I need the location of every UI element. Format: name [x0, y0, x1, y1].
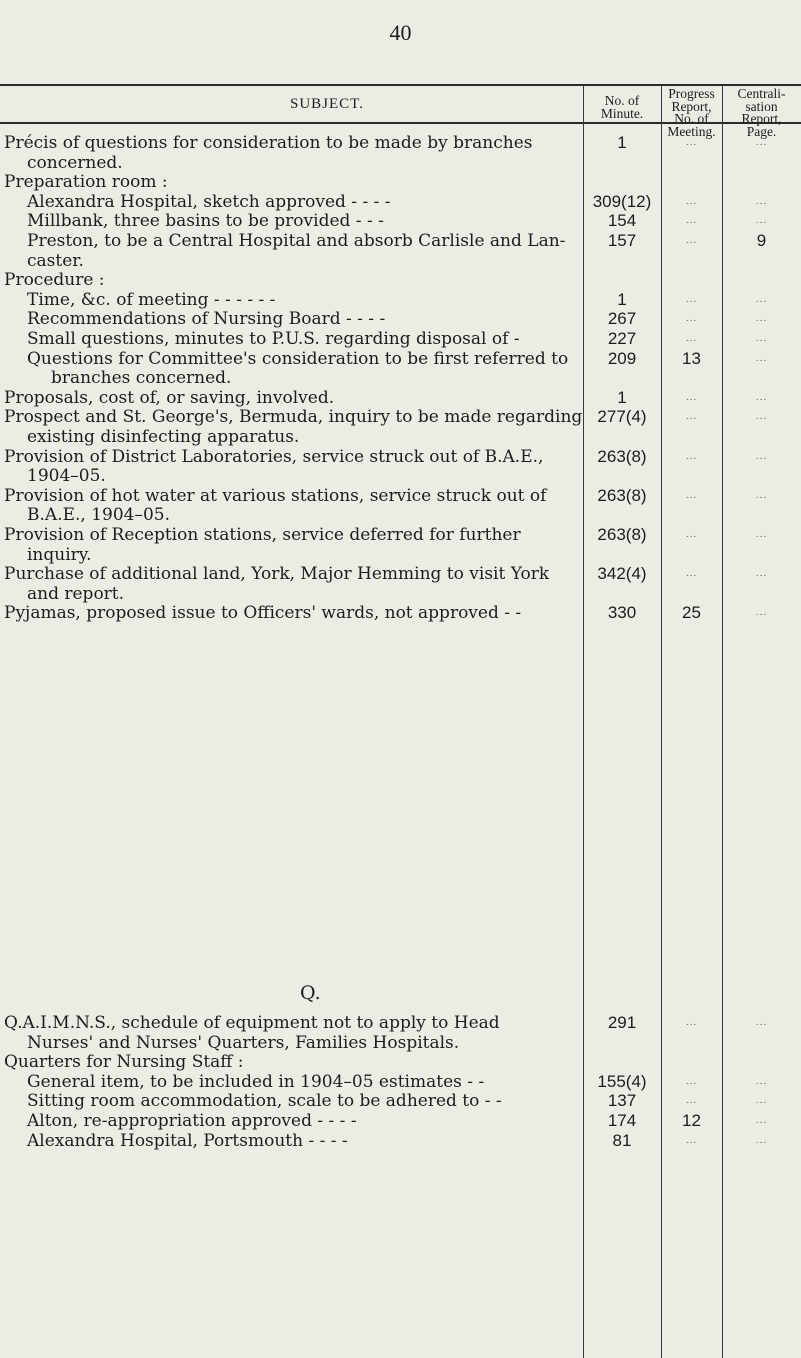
entry-subject-line: Time, &c. of meeting - - - - - -	[27, 289, 276, 310]
entry-central-page: ...	[755, 568, 768, 580]
entry-central-page: ...	[755, 529, 768, 540]
entry-progress-number: ...	[685, 489, 698, 501]
header-minute	[583, 95, 661, 120]
entry-subject-line: Small questions, minutes to P.U.S. regarding disposal of -	[27, 329, 520, 349]
entry-subject-line: Quarters for Nursing Staff :	[4, 1052, 244, 1073]
entry-minute-number: 1	[617, 387, 627, 407]
entry-subject-line: Provision of District Laboratories, service struck out of B.A.E.,	[4, 446, 544, 467]
entry-progress-number: ...	[685, 137, 698, 148]
entry-minute-number: 1	[617, 133, 627, 152]
page-number: 40	[389, 20, 412, 45]
header-minute-line: Minute.	[600, 105, 644, 121]
entry-progress-number: ...	[685, 391, 698, 403]
entry-central-page: ...	[755, 450, 768, 462]
entry-subject-line: Procedure :	[4, 270, 105, 291]
entry-subject-line: Provision of hot water at various stations, service struck out of	[4, 485, 547, 506]
entry-subject-line: General item, to be included in 1904–05 estimates - -	[27, 1071, 485, 1092]
entry-subject-line: existing disinfecting apparatus.	[27, 427, 300, 447]
entry-subject-line: Sitting room accommodation, scale to be adhered to - -	[27, 1091, 502, 1112]
header-subject: SUBJECT.	[290, 96, 364, 112]
entry-subject-line: branches concerned.	[51, 368, 232, 389]
entry-progress-number: ...	[685, 293, 698, 305]
entry-progress-number: ...	[685, 333, 698, 344]
entry-progress-number: ...	[685, 215, 698, 227]
entry-progress-number: ...	[685, 1075, 698, 1087]
header-central-line: Report,	[741, 111, 782, 126]
entry-progress-number: 25	[682, 603, 701, 623]
entry-subject-line: Preston, to be a Central Hospital and absorb Carlisle and Lan-	[27, 231, 566, 251]
entry-subject-line: Provision of Reception stations, service deferred for further	[4, 525, 521, 545]
header-centralisation	[722, 88, 801, 138]
entry-minute-number: 267	[607, 309, 637, 329]
entry-subject-line: B.A.E., 1904–05.	[27, 505, 170, 526]
header-progress-line: Meeting.	[667, 123, 716, 139]
entry-subject-line: inquiry.	[27, 544, 92, 565]
header-progress-line: No. of	[674, 111, 709, 126]
header-minute-line: No. of	[604, 93, 640, 108]
entry-progress-number: ...	[685, 529, 698, 540]
entry-central-page: ...	[755, 391, 768, 403]
entry-minute-number: 263(8)	[597, 446, 647, 466]
column-divider-progress	[661, 85, 662, 1358]
entry-central-page: 9	[756, 231, 767, 250]
entry-progress-number: ...	[685, 1095, 698, 1107]
entry-subject-line: Alton, re-appropriation approved - - - -	[27, 1111, 357, 1131]
entry-minute-number: 263(8)	[597, 525, 647, 544]
entry-subject-line: Purchase of additional land, York, Major Hemming to visit York	[4, 564, 550, 585]
entry-subject-line: caster.	[27, 250, 84, 271]
entry-progress-number: ...	[685, 568, 698, 580]
entry-central-page: ...	[755, 411, 768, 423]
header-progress-line: Report,	[671, 98, 712, 114]
entry-central-page: ...	[755, 1017, 768, 1028]
entry-progress-number: ...	[685, 1134, 698, 1146]
entry-minute-number: 137	[607, 1091, 637, 1111]
entry-minute-number: 342(4)	[597, 564, 647, 584]
entry-progress-number: ...	[685, 450, 698, 462]
entry-subject-line: Q.A.I.M.N.S., schedule of equipment not to apply to Head	[4, 1013, 500, 1033]
column-divider-central	[722, 85, 723, 1358]
entry-subject-line: Précis of questions for consideration to be made by branches	[4, 133, 533, 153]
column-divider-minute	[583, 85, 584, 1358]
header-progress	[661, 88, 722, 138]
entry-minute-number: 291	[607, 1013, 637, 1032]
entry-subject-line: Preparation room :	[4, 172, 168, 193]
entry-minute-number: 155(4)	[597, 1071, 647, 1091]
entry-minute-number: 209	[607, 348, 637, 368]
entry-central-page: ...	[755, 313, 768, 325]
entry-minute-number: 277(4)	[597, 407, 647, 427]
entry-central-page: ...	[755, 333, 768, 344]
entry-minute-number: 81	[612, 1130, 632, 1150]
header-central-line: Page.	[746, 123, 777, 139]
entry-subject-line: Proposals, cost of, or saving, involved.	[4, 387, 335, 408]
header-progress-line: Progress	[668, 86, 715, 101]
entry-central-page: ...	[755, 137, 768, 148]
entry-minute-number: 154	[607, 211, 637, 231]
entry-central-page: ...	[755, 607, 768, 619]
entry-central-page: ...	[755, 1115, 768, 1126]
entry-subject-line: Millbank, three basins to be provided - - -	[27, 211, 384, 232]
header-central-line: sation	[745, 98, 778, 114]
entry-progress-number: ...	[685, 411, 698, 423]
entry-minute-number: 174	[607, 1111, 637, 1130]
entry-subject-line: Prospect and St. George's, Bermuda, inquiry to be made regarding	[4, 407, 583, 428]
section-letter-q: Q.	[300, 982, 321, 1004]
entry-central-page: ...	[755, 1075, 768, 1087]
entry-minute-number: 157	[607, 231, 637, 250]
entry-subject-line: and report.	[27, 583, 125, 604]
entry-subject-line: 1904–05.	[27, 466, 106, 487]
entry-central-page: ...	[755, 1134, 768, 1146]
entry-minute-number: 309(12)	[592, 191, 652, 211]
entry-minute-number: 330	[607, 603, 637, 623]
entry-minute-number: 1	[617, 289, 627, 309]
entry-progress-number: ...	[685, 195, 698, 207]
entry-subject-line: Questions for Committee's consideration to be first referred to	[27, 348, 569, 369]
entry-subject-line: Nurses' and Nurses' Quarters, Families Hospitals.	[27, 1032, 460, 1053]
entry-central-page: ...	[755, 1095, 768, 1107]
entry-progress-number: 12	[682, 1111, 701, 1130]
entry-central-page: ...	[755, 293, 768, 305]
header-central-line: Centrali-	[737, 86, 786, 101]
entry-subject-line: Alexandra Hospital, Portsmouth - - - -	[27, 1130, 348, 1151]
entry-central-page: ...	[755, 489, 768, 501]
entry-progress-number: ...	[685, 1017, 698, 1028]
entry-subject-line: Pyjamas, proposed issue to Officers' wards, not approved - -	[4, 603, 522, 624]
entry-minute-number: 263(8)	[597, 485, 647, 505]
entry-minute-number: 227	[607, 329, 637, 348]
entry-central-page: ...	[755, 215, 768, 227]
entry-central-page: ...	[755, 352, 768, 364]
entry-subject-line: Recommendations of Nursing Board - - - -	[27, 309, 386, 330]
entry-progress-number: 13	[682, 348, 701, 368]
entry-progress-number: ...	[685, 235, 698, 246]
entry-central-page: ...	[755, 195, 768, 207]
entry-subject-line: concerned.	[27, 152, 123, 173]
entry-subject-line: Alexandra Hospital, sketch approved - - - -	[27, 191, 391, 212]
entry-progress-number: ...	[685, 313, 698, 325]
